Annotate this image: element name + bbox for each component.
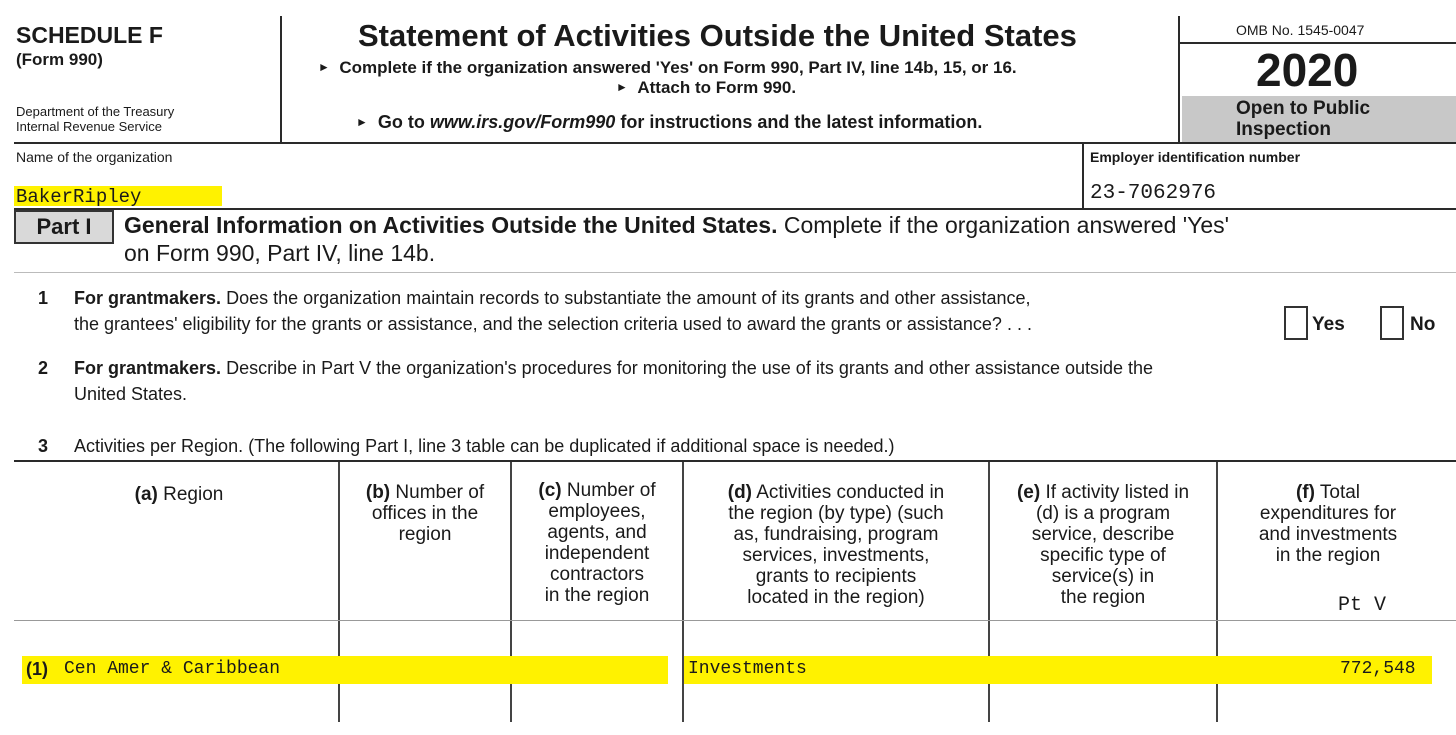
line-1-text xyxy=(74,288,1031,309)
instruction-1 xyxy=(318,58,1017,78)
instruction-2-text: Attach to Form 990. xyxy=(637,78,797,97)
col-f-line-3: and investments xyxy=(1258,524,1398,545)
form-title: Statement of Activities Outside the United States xyxy=(358,18,1077,53)
line-3-text: Activities per Region. (The following Part I, line 3 table can be duplicated if additional space is needed.) xyxy=(74,436,895,456)
yes-checkbox[interactable] xyxy=(1284,306,1308,340)
arrow-icon: ► xyxy=(318,60,330,74)
arrow-icon: ► xyxy=(356,115,368,129)
col-d-line-4: services, investments, xyxy=(742,545,930,566)
col-d-line-2: the region (by type) (such xyxy=(728,503,944,524)
line-2-description: Describe in Part V the organization's procedures for monitoring the use of its grants and other assistance outside the xyxy=(226,358,1154,378)
col-d-line-1: Activities conducted in xyxy=(756,482,945,503)
col-d-line-6: located in the region) xyxy=(747,587,925,608)
table-top-border xyxy=(14,460,1456,462)
col-b-line-2: offices in the xyxy=(371,503,479,524)
col-c-line-4: independent xyxy=(544,543,650,564)
line-2-text-2: United States. xyxy=(74,384,188,404)
col-a-letter: (a) xyxy=(134,484,158,505)
col-e-header xyxy=(990,482,1216,608)
col-e-line-6: the region xyxy=(1060,587,1146,608)
col-c-header xyxy=(512,480,682,606)
col-a-header xyxy=(20,484,338,505)
line-1-text-2: the grantees' eligibility for the grants or assistance, and the selection criteria used to award the grants or assistance? . . . xyxy=(74,314,1032,334)
col-b-letter: (b) xyxy=(365,482,391,503)
col-d-line-3: as, fundraising, program xyxy=(733,524,939,545)
org-name-label: Name of the organization xyxy=(16,149,173,165)
form-number: (Form 990) xyxy=(16,50,103,69)
irs-url-link[interactable]: www.irs.gov/Form990 xyxy=(429,112,616,132)
col-d-letter: (d) xyxy=(727,482,753,503)
col-d-header xyxy=(684,482,988,608)
instruction-1-text: Complete if the organization answered 'Yes' on Form 990, Part IV, line 14b, 15, or 16. xyxy=(339,58,1017,77)
col-c-letter: (c) xyxy=(538,480,562,501)
col-c-line-1: Number of xyxy=(566,480,656,501)
part-1-title-line-2: on Form 990, Part IV, line 14b. xyxy=(124,240,436,266)
part-1-title-bold: General Information on Activities Outside the United States. xyxy=(124,212,778,238)
no-checkbox[interactable] xyxy=(1380,306,1404,340)
line-1-question: Does the organization maintain records to substantiate the amount of its grants and other assistance, xyxy=(226,288,1031,308)
col-e-line-5: service(s) in xyxy=(1051,566,1155,587)
omb-number: OMB No. 1545-0047 xyxy=(1236,22,1365,38)
col-c-line-5: contractors xyxy=(550,564,644,585)
instruction-3-pre: Go to xyxy=(377,112,425,132)
open-to-public-line-1: Open to Public xyxy=(1236,98,1371,119)
line-1-number: 1 xyxy=(38,288,49,308)
row-1-region: Cen Amer & Caribbean xyxy=(64,659,281,679)
schedule-title: SCHEDULE F xyxy=(16,22,163,48)
col-f-letter: (f) xyxy=(1295,482,1315,503)
open-to-public-line-2: Inspection xyxy=(1236,119,1332,140)
col-e-line-4: specific type of xyxy=(1040,545,1166,566)
open-to-public-box xyxy=(1182,96,1456,142)
col-e-line-3: service, describe xyxy=(1031,524,1175,545)
arrow-icon: ► xyxy=(616,80,628,94)
table-row xyxy=(0,656,1456,684)
dept-line-2: Internal Revenue Service xyxy=(16,119,162,134)
row-1-number: (1) xyxy=(26,659,48,679)
instruction-2 xyxy=(616,78,796,98)
line-1-bold: For grantmakers. xyxy=(74,288,222,308)
col-f-line-4: in the region xyxy=(1275,545,1381,566)
line-2-bold: For grantmakers. xyxy=(74,358,222,378)
ein-label: Employer identification number xyxy=(1090,149,1301,165)
col-b-line-1: Number of xyxy=(395,482,485,503)
col-b-line-3: region xyxy=(398,524,452,545)
dept-line-1: Department of the Treasury xyxy=(16,104,175,119)
col-f-line-2: expenditures for xyxy=(1259,503,1397,524)
col-f-header xyxy=(1218,482,1438,566)
ein-value: 23-7062976 xyxy=(1090,182,1217,205)
no-label: No xyxy=(1410,314,1436,335)
row-1-amount: 772,548 xyxy=(1340,659,1416,679)
line-3-number: 3 xyxy=(38,436,49,456)
part-1-title xyxy=(124,212,1229,238)
org-name-value: BakerRipley xyxy=(14,186,222,206)
instruction-3-post: for instructions and the latest information. xyxy=(620,112,983,132)
col-e-line-2: (d) is a program xyxy=(1035,503,1171,524)
col-f-note: Pt V xyxy=(1338,594,1387,617)
table-header-border xyxy=(14,620,1456,621)
yes-label: Yes xyxy=(1312,314,1345,335)
col-c-line-6: in the region xyxy=(544,585,650,606)
col-f-line-1: Total xyxy=(1319,482,1361,503)
col-c-line-3: agents, and xyxy=(547,522,647,543)
line-2-number: 2 xyxy=(38,358,49,378)
col-b-header xyxy=(340,482,510,545)
col-c-line-2: employees, xyxy=(548,501,646,522)
col-d-line-5: grants to recipients xyxy=(755,566,917,587)
row-1-activity: Investments xyxy=(688,659,807,679)
instruction-3 xyxy=(356,112,982,133)
col-e-line-1: If activity listed in xyxy=(1045,482,1190,503)
tax-year: 2020 xyxy=(1256,44,1359,96)
col-e-letter: (e) xyxy=(1016,482,1041,503)
col-a-label: Region xyxy=(163,484,224,505)
part-1-tag: Part I xyxy=(14,210,114,244)
part-1-title-rest: Complete if the organization answered 'Yes' xyxy=(783,212,1230,238)
line-2-text xyxy=(74,358,1153,379)
